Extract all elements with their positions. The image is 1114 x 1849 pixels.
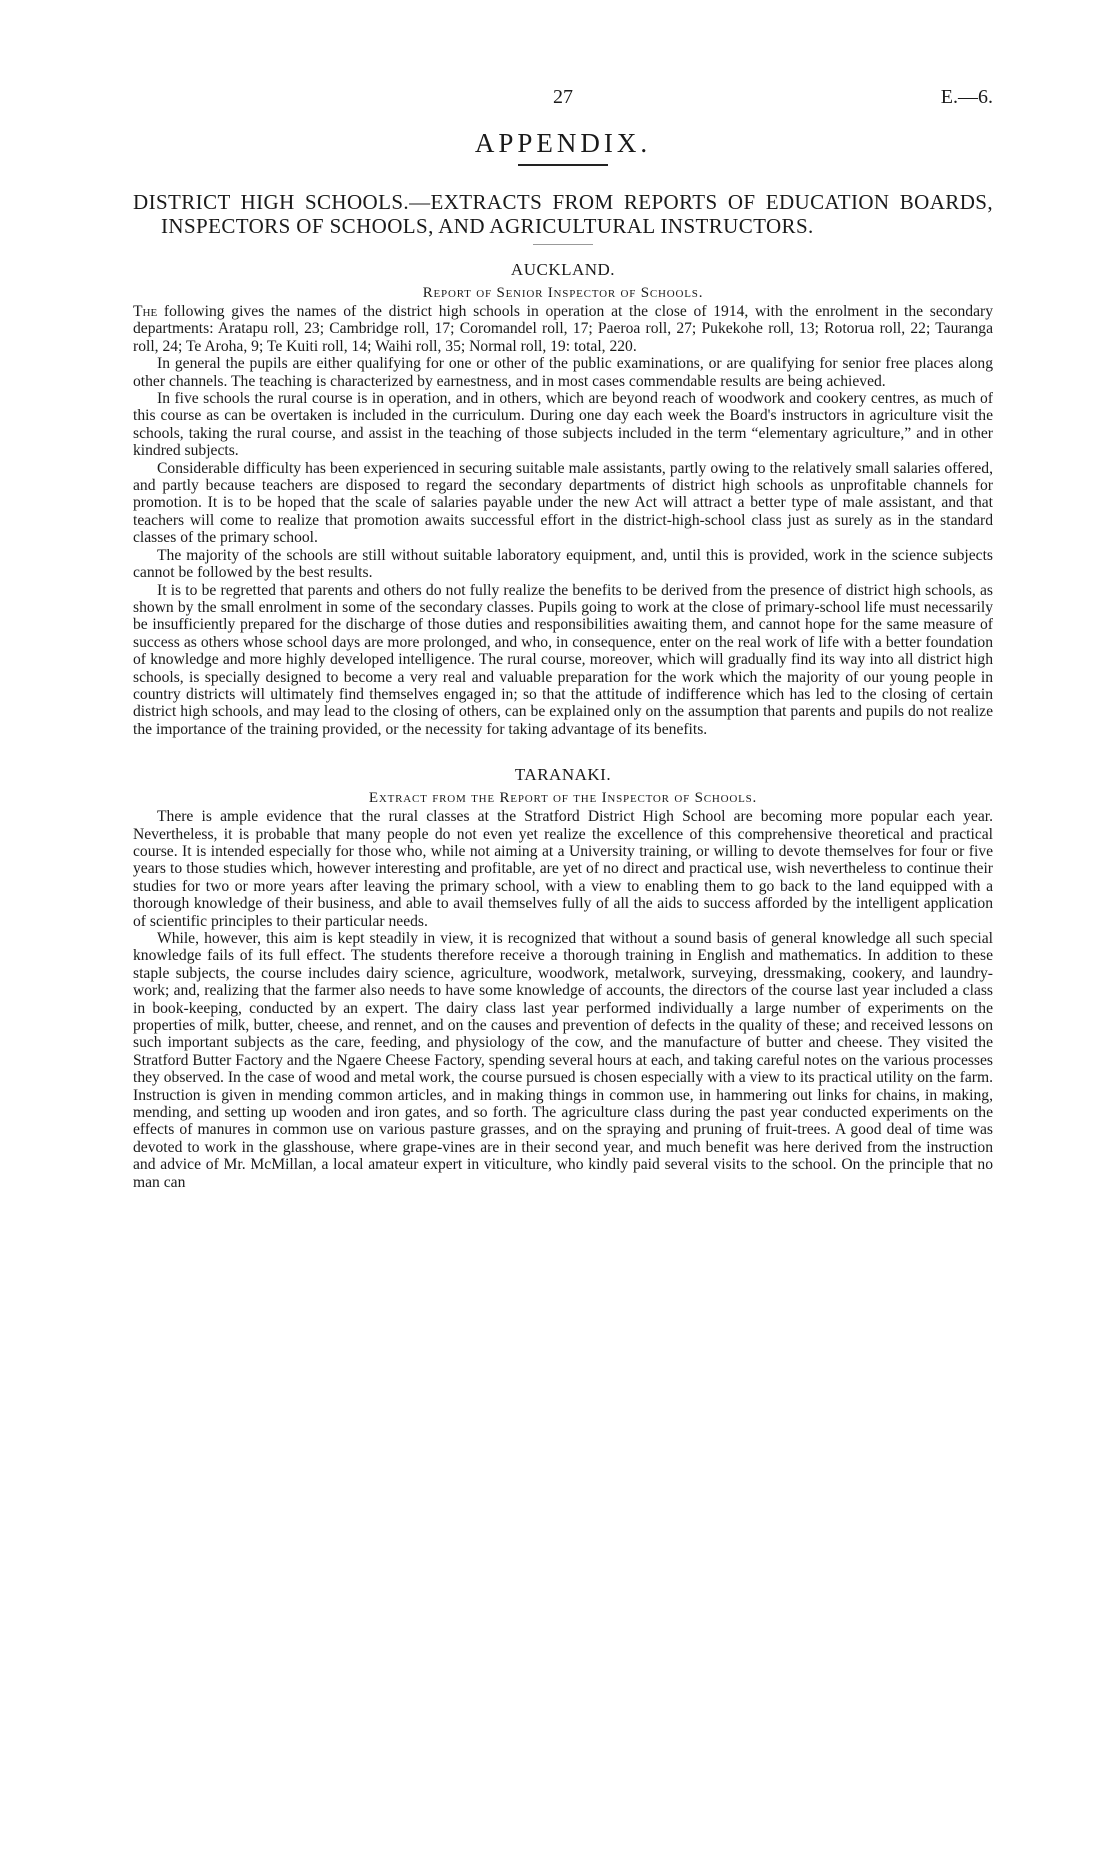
title-divider bbox=[518, 164, 608, 166]
paragraph-opening-word: The bbox=[133, 303, 158, 320]
paragraph-text: following gives the names of the district high schools in operation at the close of 1914, with the enrolment in the secondary departments: Aratapu roll, 23; Cambridge roll, 17; Coromandel roll, 17; Paeroa roll, 27; Pukekohe roll, 13; Rotorua roll, 22; Tauranga roll, 24; Te Aroha, 9; Te Kuiti roll, 14; Waihi roll, 35; Normal roll, 19: total, 220. bbox=[133, 303, 993, 355]
document-page bbox=[133, 86, 993, 1191]
main-title: DISTRICT HIGH SCHOOLS.—EXTRACTS FROM REPORTS OF EDUCATION BOARDS, INSPECTORS OF SCHOOLS, AND AGRICULTURAL INSTRUCTORS. bbox=[133, 190, 993, 238]
section-subtitle: Report of Senior Inspector of Schools. bbox=[422, 285, 704, 301]
paragraph: In five schools the rural course is in operation, and in others, which are beyond reach of woodwork and cookery centres, as much of this course as can be overtaken is included in the curriculum. During one day each week the Board's instructors in agriculture visit the schools, taking the rural course, and assist in the teaching of those subjects included in the term “elementary agriculture,” and in other kindred subjects. bbox=[133, 390, 993, 460]
paragraph: While, however, this aim is kept steadily in view, it is recognized that without a sound basis of general knowledge all such special knowledge fails of its full effect. The students therefore receive a thorough training in English and mathematics. In addition to these staple subjects, the course includes dairy science, agriculture, woodwork, metalwork, surveying, dressmaking, cookery, and laundry-work; and, realizing that the farmer also needs to have some knowledge of accounts, the directors of the course last year included a class in book-keeping, conducted by an expert. The dairy class last year performed individually a large number of experiments on the properties of milk, butter, cheese, and rennet, and on the causes and prevention of defects in the quality of these; and received lessons on such important subjects as the care, feeding, and physiology of the cow, and the manufacture of butter and cheese. They visited the Stratford Butter Factory and the Ngaere Cheese Factory, spending several hours at each, and taking careful notes on the various processes they observed. In the case of wood and metal work, the course pursued is chosen especially with a view to its practical utility on the farm. Instruction is given in mending common articles, and in making things in common use, in hammering out links for chains, in making, mending, and setting up wooden and iron gates, and so forth. The agriculture class during the past year conducted experiments on the effects of manures in common use on various pasture grasses, and on the spraying and pruning of fruit-trees. A good deal of time was devoted to work in the glasshouse, where grape-vines are in their second year, and much benefit was here derived from the instruction and advice of Mr. McMillan, a local amateur expert in viticulture, who kindly paid several visits to the school. On the principle that no man can bbox=[133, 930, 994, 1191]
page-number: 27 bbox=[553, 86, 573, 108]
section-title: AUCKLAND. bbox=[510, 260, 616, 279]
paragraph: There is ample evidence that the rural classes at the Stratford District High School are becoming more popular each year. Nevertheless, it is probable that many people do not even yet realize the excellence of this comprehensive theoretical and practical course. It is intended especially for those who, while not aiming at a University training, or willing to devote themselves for four or five years to those studies which, however interesting and profitable, are yet of no direct and practical use, wish nevertheless to continue their studies for two or more years after leaving the primary school, with a view to enabling them to go back to the land equipped with a thorough knowledge of their business, and able to avail themselves fully of all the aids to success afforded by the intelligent application of scientific principles to their particular needs. bbox=[133, 808, 993, 930]
section-subtitle: Extract from the Report of the Inspector of Schools. bbox=[368, 790, 758, 807]
paragraph: It is to be regretted that parents and others do not fully realize the benefits to be derived from the presence of district high schools, as shown by the small enrolment in some of the secondary classes. Pupils going to work at the close of primary-school life must necessarily be insufficiently prepared for the discharge of those duties and responsibilities awaiting them, and cannot hope for the same measure of success as others whose school days are more prolonged, and who, in consequence, enter on the real work of life with a better foundation of knowledge and more highly developed intelligence. The rural course, moreover, which will gradually find its way into all district high schools, is specially designed to become a very real and valuable preparation for the work which the majority of our young people in country districts will ultimately find themselves engaged in; so that the attitude of indifference which has led to the closing of certain district high schools, and may lead to the closing of others, can be explained only on the assumption that parents and pupils do not realize the importance of the training provided, or the necessity for taking advantage of its benefits. bbox=[133, 581, 993, 738]
running-header bbox=[133, 86, 993, 112]
paragraph: Considerable difficulty has been experienced in securing suitable male assistants, partly owing to the relatively small salaries offered, and partly because teachers are disposed to regard the secondary departments of district high schools as unprofitable channels for promotion. It is to be hoped that the scale of salaries payable under the new Act will attract a better type of male assistant, and that teachers will come to realize that promotion awaits successful effort in the district-high-school class just as surely as in the standard classes of the primary school. bbox=[133, 459, 993, 547]
paragraph: In general the pupils are either qualifying for one or other of the public examinations, or are qualifying for senior free places along other channels. The teaching is characterized by earnestness, and in most cases commendable results are being achieved. bbox=[133, 355, 993, 390]
main-title-divider bbox=[533, 244, 593, 245]
section-auckland bbox=[133, 259, 993, 738]
section-taranaki bbox=[133, 764, 993, 1191]
appendix-title: APPENDIX. bbox=[474, 128, 652, 158]
paragraph bbox=[133, 303, 993, 355]
document-reference: E.—6. bbox=[940, 86, 993, 108]
section-title: TARANAKI. bbox=[514, 765, 612, 785]
paragraph: The majority of the schools are still without suitable laboratory equipment, and, until this is provided, work in the science subjects cannot be followed by the best results. bbox=[133, 546, 993, 582]
